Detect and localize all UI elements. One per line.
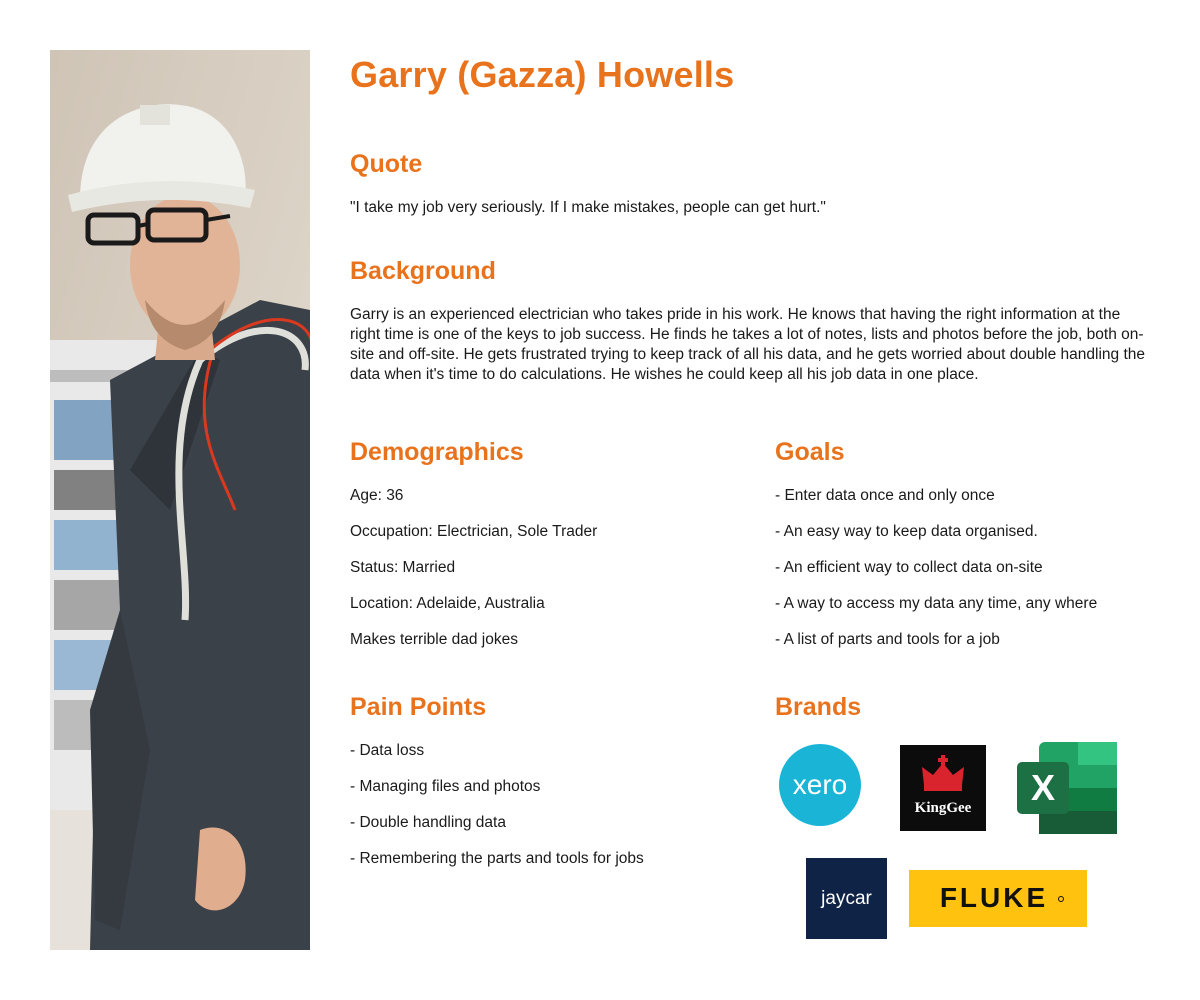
goals-list xyxy=(775,486,1155,666)
list-item: Location: Adelaide, Australia xyxy=(350,595,545,612)
pain-points-list xyxy=(350,741,750,885)
electrician-portrait-illustration xyxy=(50,50,310,950)
list-item: Status: Married xyxy=(350,559,456,576)
brands-heading: Brands xyxy=(775,693,862,721)
fluke-logo-text: FLUKE xyxy=(939,882,1049,913)
list-item: - Data loss xyxy=(350,742,425,759)
jaycar-logo-text: jaycar xyxy=(821,888,872,909)
list-item: - An easy way to keep data organised. xyxy=(775,523,1038,540)
xero-logo xyxy=(777,744,863,826)
fluke-logo xyxy=(909,870,1087,927)
list-item: Age: 36 xyxy=(350,487,404,504)
excel-logo-text: X xyxy=(1030,767,1056,808)
quote-text: "I take my job very seriously. If I make mistakes, people can get hurt." xyxy=(350,199,826,216)
goals-heading: Goals xyxy=(775,438,845,466)
quote-heading: Quote xyxy=(350,150,423,178)
list-item: - Enter data once and only once xyxy=(775,487,995,504)
pain-points-heading: Pain Points xyxy=(350,693,487,721)
list-item: Occupation: Electrician, Sole Trader xyxy=(350,523,598,540)
background-text: Garry is an experienced electrician who takes pride in his work. He knows that having the right information at the right time is one of the keys to job success. He finds he takes a lot of notes, lists and photos before the job, both on-site and off-site. He gets frustrated trying to keep track of all his data, and he gets worried about double handling the data when it's time to do calculations. He wishes he could keep all his job data in one place. xyxy=(350,306,1146,383)
list-item: - Managing files and photos xyxy=(350,778,541,795)
jaycar-logo xyxy=(806,858,887,939)
demographics-heading: Demographics xyxy=(350,438,524,466)
background-heading: Background xyxy=(350,257,496,285)
list-item: - Double handling data xyxy=(350,814,506,831)
list-item: - Remembering the parts and tools for jobs xyxy=(350,850,644,867)
excel-logo xyxy=(1017,742,1117,834)
xero-logo-text: xero xyxy=(792,769,848,800)
persona-photo xyxy=(50,50,310,950)
list-item: Makes terrible dad jokes xyxy=(350,631,518,648)
kinggee-logo xyxy=(900,745,986,831)
list-item: - A way to access my data any time, any where xyxy=(775,595,1098,612)
persona-name: Garry (Gazza) Howells xyxy=(350,54,735,95)
demographics-list xyxy=(350,486,750,666)
kinggee-logo-text: KingGee xyxy=(914,800,972,816)
list-item: - A list of parts and tools for a job xyxy=(775,631,1000,648)
list-item: - An efficient way to collect data on-site xyxy=(775,559,1043,576)
